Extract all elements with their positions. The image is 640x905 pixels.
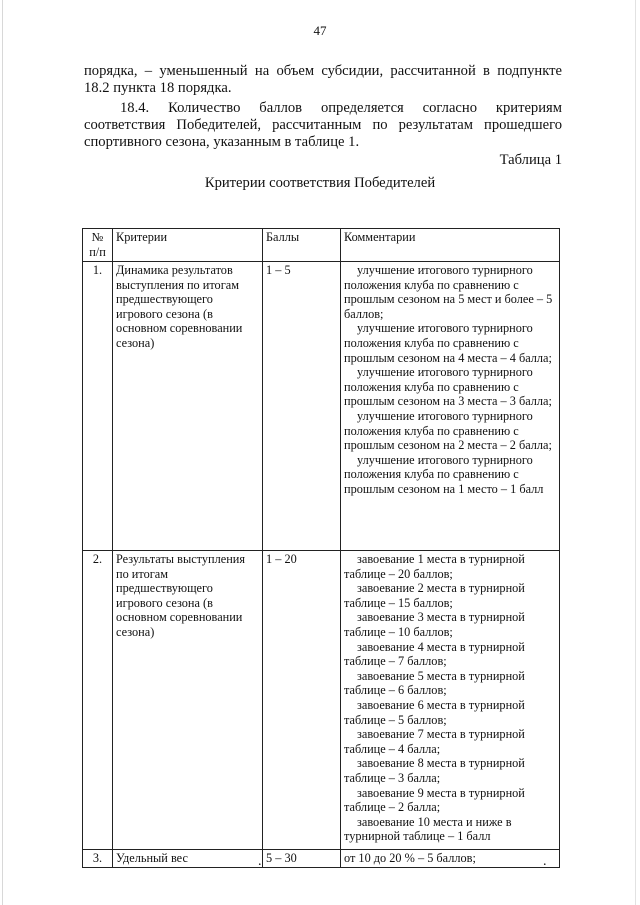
comment-item: от 10 до 20 % – 5 баллов; xyxy=(344,851,476,865)
row-num: 2. xyxy=(83,551,113,850)
row-criteria: Результаты выступления по итогам предшествующего игрового сезона (в основном соревновании сезона) xyxy=(113,551,263,850)
paragraph-18-4: 18.4. Количество баллов определяется согласно критериям соответствия Победителей, рассчитанным по результатам прошедшего спортивного сезона, указанным в таблице 1. xyxy=(84,100,562,150)
row-criteria: Удельный вес xyxy=(113,850,263,868)
comment-item: улучшение итогового турнирного положения клуба по сравнению с прошлым сезоном на 5 мест и более – 5 баллов; xyxy=(344,263,553,321)
header-comments: Комментарии xyxy=(341,229,560,262)
comment-item: улучшение итогового турнирного положения клуба по сравнению с прошлым сезоном на 3 места – 3 балла; xyxy=(344,365,552,409)
paragraph-continuation: порядка, – уменьшенный на объем субсидии, рассчитанной в подпункте 18.2 пункта 18 порядка. xyxy=(84,63,562,96)
table-row xyxy=(83,850,560,868)
comment-item: завоевание 4 места в турнирной таблице – 7 баллов; xyxy=(344,639,525,669)
page-number: 47 xyxy=(313,23,327,38)
row-criteria: Динамика результатов выступления по итогам предшествующего игрового сезона (в основном соревновании сезона) xyxy=(113,262,263,551)
row-comments xyxy=(341,262,560,551)
row-num: 1. xyxy=(83,262,113,551)
comment-item: завоевание 3 места в турнирной таблице – 10 баллов; xyxy=(344,610,525,639)
comment-item: завоевание 2 места в турнирной таблице – 15 баллов; xyxy=(344,581,525,610)
comment-item: улучшение итогового турнирного положения клуба по сравнению с прошлым сезоном на 4 места – 4 балла; xyxy=(344,321,552,365)
comment-item: завоевание 1 места в турнирной таблице – 20 баллов; xyxy=(344,552,525,581)
header-num: № п/п xyxy=(83,229,113,262)
table-title: Критерии соответствия Победителей xyxy=(204,175,436,191)
footer-mark: . xyxy=(543,854,547,869)
table-caption: Таблица 1 xyxy=(499,152,562,168)
comment-item: завоевание 10 места и ниже в турнирной таблице – 1 балл xyxy=(344,814,512,844)
comment-item: завоевание 7 места в турнирной таблице – 4 балла; xyxy=(344,727,525,756)
row-comments xyxy=(341,551,560,850)
comment-item: завоевание 6 места в турнирной таблице – 5 баллов; xyxy=(344,697,525,727)
scan-edge-right xyxy=(635,0,636,905)
table-row xyxy=(83,262,560,551)
footer-mark: . xyxy=(258,854,262,869)
comment-item: улучшение итогового турнирного положения клуба по сравнению с прошлым сезоном на 1 место – 1 балл xyxy=(344,452,544,496)
row-points: 5 – 30 xyxy=(263,850,341,868)
row-comments xyxy=(341,850,560,868)
criteria-table xyxy=(82,228,560,868)
comment-item: завоевание 9 места в турнирной таблице – 2 балла; xyxy=(344,785,525,815)
comment-item: завоевание 5 места в турнирной таблице – 6 баллов; xyxy=(344,668,525,698)
comment-item: завоевание 8 места в турнирной таблице – 3 балла; xyxy=(344,756,525,785)
row-points: 1 – 5 xyxy=(263,262,341,551)
row-num: 3. xyxy=(83,850,113,868)
table-header-row xyxy=(83,229,560,262)
comment-item: улучшение итогового турнирного положения клуба по сравнению с прошлым сезоном на 2 места – 2 балла; xyxy=(344,408,552,453)
header-points: Баллы xyxy=(263,229,341,262)
row-points: 1 – 20 xyxy=(263,551,341,850)
header-criteria: Критерии xyxy=(113,229,263,262)
table-row xyxy=(83,551,560,850)
scan-edge-left xyxy=(2,0,3,905)
